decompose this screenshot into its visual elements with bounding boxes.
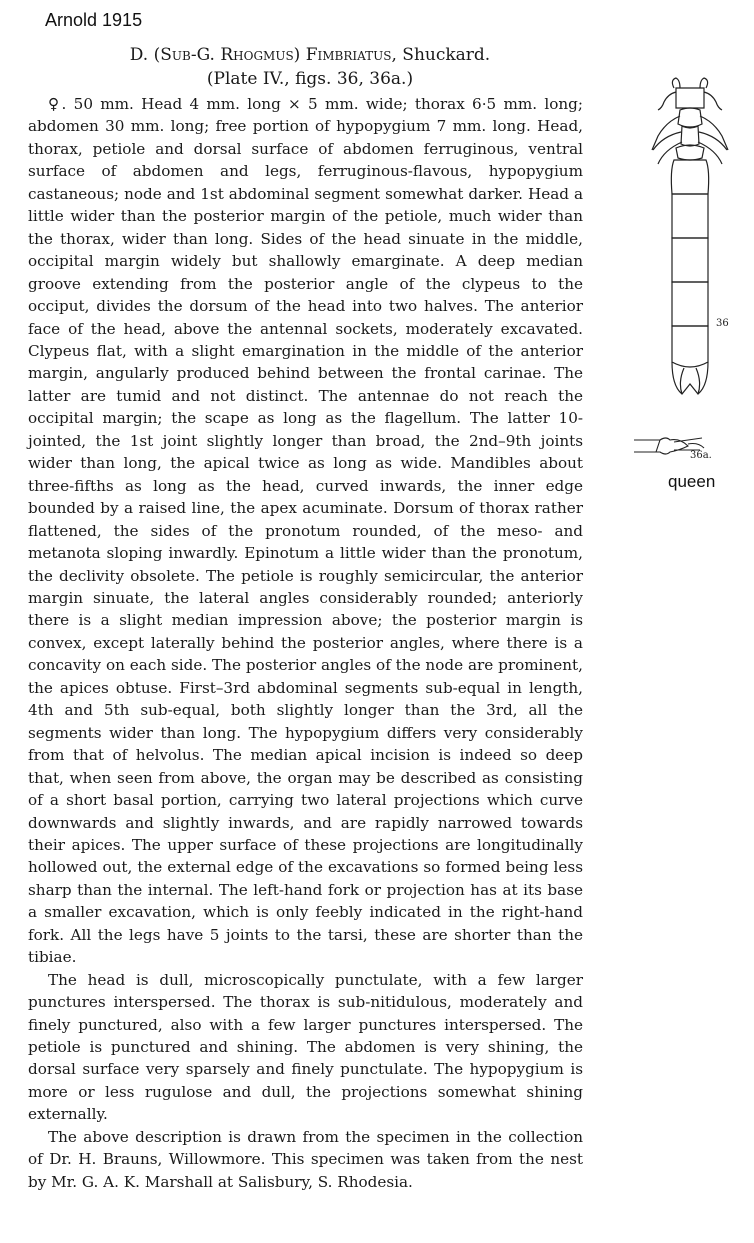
paragraph-main-description: ♀. 50 mm. Head 4 mm. long × 5 mm. wide; thorax 6·5 mm. long; abdomen 30 mm. long; free portion of hypopygium 7 mm. long. Head, thorax, petiole and dorsal surface of abdomen ferruginous, ventral surface of abdomen and legs, ferruginous-flavous, hypopygium castaneous; node and 1st abdominal segment somewhat darker. Head a little wider than the posterior margin of the petiole, much wider than the thorax, wider than long. Sides of the head sinuate in the middle, occipital margin widely but shallowly emarginate. A deep median groove extending from the posterior angle of the clypeus to the occiput, divides the dorsum of the head into two halves. The anterior face of the head, above the antennal sockets, moderately excavated. Clypeus flat, with a slight emargination in the middle of the anterior margin, angularly produced behind between the frontal carinae. The latter are tumid and not distinct. The antennae do not reach the occipital margin; the scape as long as the flagellum. The latter 10-jointed, the 1st joint slightly longer than broad, the 2nd–9th joints wider than long, the apical twice as long as wide. Mandibles about three-fifths as long as the head, curved inwards, the inner edge bounded by a raised line, the apex acuminate. Dorsum of thorax rather flattened, the sides of the pronotum rounded, of the meso- and metanota sloping inwardly. Epinotum a little wider than the pronotum, the declivity obsolete. The petiole is roughly semicircular, the anterior margin sinuate, the lateral angles considerably rounded; anteriorly there is a slight median impression above; the posterior margin is convex, except laterally behind the posterior angles, where there is a concavity on each side. The posterior angles of the node are prominent, the apices obtuse. First–3rd abdominal segments sub-equal in length, 4th and 5th sub-equal, both slightly longer than the 3rd, all the segments wider than long. The hypopygium differs very considerably from that of helvolus. The median apical incision is indeed so deep that, when seen from above, the organ may be described as consisting of a short basal portion, carrying two lateral projections which curve downwards and slightly inwards, and are rapidly narrowed towards their apices. The upper surface of these projections are longitudinally hollowed out, the external edge of the excavations so formed being less sharp than the internal. The left-hand fork or projection has at its base a smaller excavation, which is only feebly indicated in the right-hand fork. All the legs have 5 joints to the tarsi, these are shorter than the tibiae. bbox=[28, 95, 583, 967]
figure-caption-queen: queen bbox=[668, 472, 716, 491]
title-author: , Shuckard. bbox=[391, 45, 491, 65]
paragraph-provenance: The above description is drawn from the specimen in the collection of Dr. H. Brauns, Willowmore. This specimen was taken from the nest by Mr. G. A. K. Marshall at Salisbury, S. Rhodesia. bbox=[28, 1127, 583, 1191]
species-heading bbox=[0, 43, 620, 91]
title-subgenus: Sub-G. Rhogmus bbox=[160, 45, 294, 65]
description-text bbox=[28, 93, 583, 1193]
paragraph-sculpture: The head is dull, microscopically punctulate, with a few larger punctures interspersed. The thorax is sub-nitidulous, moderately and finely punctured, also with a few larger punctures interspersed. The petiole is punctured and shining. The abdomen is very shining, the dorsal surface very sparsely and finely punctulate. The hypopygium is more or less rugulose and dull, the projections somewhat shining externally. bbox=[28, 970, 583, 1124]
title-paren-close: ) bbox=[293, 45, 301, 65]
plate-reference: (Plate IV., figs. 36, 36a.) bbox=[206, 69, 414, 89]
title-species: Fimbriatus bbox=[305, 45, 392, 65]
species-title bbox=[0, 43, 620, 67]
figure-36-label: 36 bbox=[716, 318, 729, 329]
header-note: Arnold 1915 bbox=[45, 10, 143, 30]
title-genus-prefix: D. ( bbox=[129, 45, 161, 65]
figure-36a-label: 36a. bbox=[690, 450, 712, 461]
figure-36-ant-illustration bbox=[630, 72, 750, 512]
